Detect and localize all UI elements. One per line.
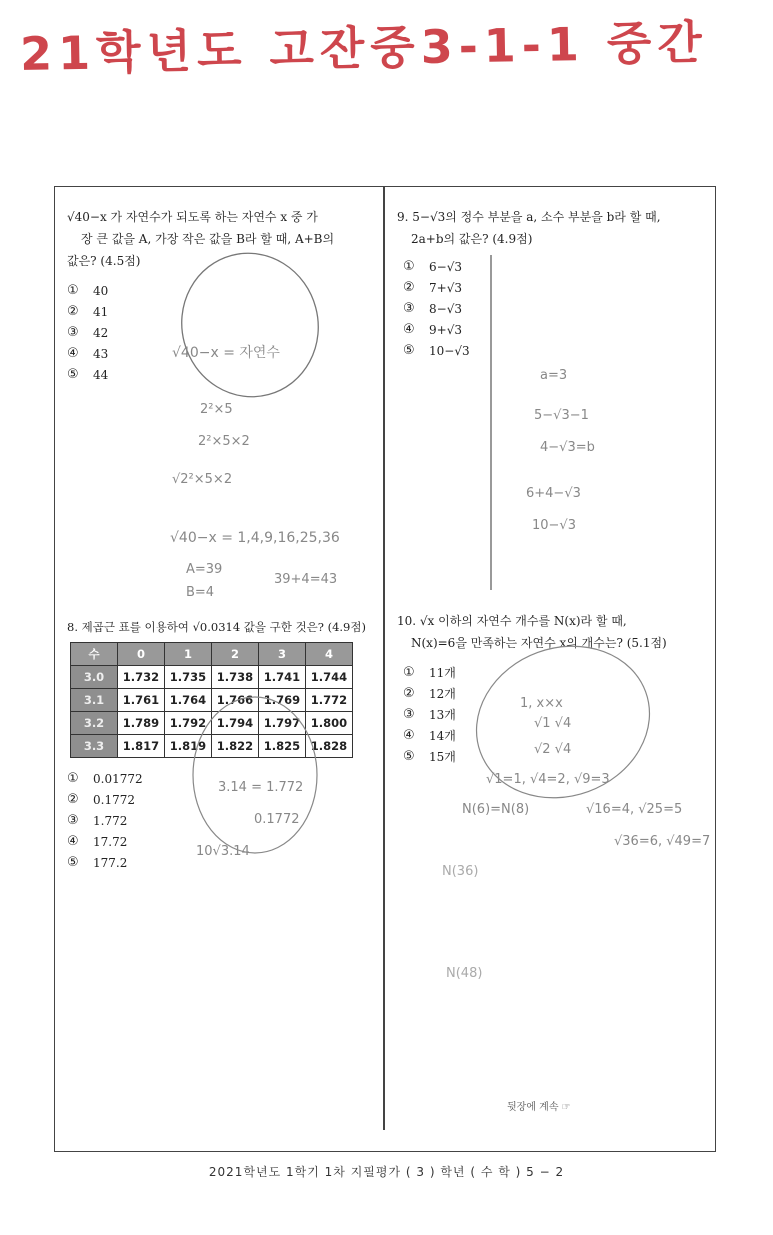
q8-option-2[interactable]: ② 0.1772 — [67, 791, 135, 807]
q9-option-1[interactable]: ① 6−√3 — [403, 258, 462, 274]
table-header-row — [71, 643, 353, 666]
q7-work-8: 39+4=43 — [274, 572, 338, 587]
q10-work-6: √16=4, √25=5 — [586, 802, 683, 817]
table-header-cell: 2 — [212, 643, 259, 666]
q9-work-2: 5−√3−1 — [534, 408, 589, 423]
q8-option-3[interactable]: ③ 1.772 — [67, 812, 128, 828]
q8-stem: 8. 제곱근 표를 이용하여 √0.0314 값을 구한 것은? (4.9점) — [67, 620, 366, 634]
table-header-cell: 수 — [71, 643, 118, 666]
q9-work-3: 4−√3=b — [540, 440, 595, 455]
q8-work-2: 0.1772 — [254, 812, 300, 827]
table-row: 3.0 1.732 1.735 1.738 1.741 1.744 — [71, 666, 353, 689]
q10-option-1[interactable]: ① 11개 — [403, 664, 456, 680]
table-header-cell: 0 — [118, 643, 165, 666]
q9-option-2[interactable]: ② 7+√3 — [403, 279, 462, 295]
q10-work-7: √36=6, √49=7 — [614, 834, 711, 849]
q10-work-3: √2 √4 — [534, 742, 572, 757]
q7-stem-line2: 장 큰 값을 A, 가장 작은 값을 B라 할 때, A+B의 — [81, 232, 335, 246]
q7-scribble-circle — [170, 250, 330, 410]
q7-stem-line3: 값은? (4.5점) — [67, 254, 141, 268]
handwritten-title: 21학년도 고잔중3-1-1 중간 — [19, 15, 709, 81]
q10-stem-line2: N(x)=6을 만족하는 자연수 x의 개수는? (5.1점) — [411, 636, 667, 650]
q7-work-4: √2²×5×2 — [172, 472, 233, 487]
q9-option-5[interactable]: ⑤ 10−√3 — [403, 342, 470, 358]
column-divider — [383, 186, 385, 1130]
q9-work-5: 10−√3 — [532, 518, 576, 533]
table-row: 3.2 1.789 1.792 1.794 1.797 1.800 — [71, 712, 353, 735]
q9-stem-line1: 9. 5−√3의 정수 부분을 a, 소수 부분을 b라 할 때, — [397, 210, 661, 224]
q9-option-4[interactable]: ④ 9+√3 — [403, 321, 462, 337]
q9-stem-line2: 2a+b의 값은? (4.9점) — [411, 232, 533, 246]
q8-option-4[interactable]: ④ 17.72 — [67, 833, 128, 849]
table-row: 3.3 1.817 1.819 1.822 1.825 1.828 — [71, 735, 353, 758]
q10-option-3[interactable]: ③ 13개 — [403, 706, 456, 722]
q10-stem-line1: 10. √x 이하의 자연수 개수를 N(x)라 할 때, — [397, 614, 627, 628]
q10-work-4: √1=1, √4=2, √9=3 — [486, 772, 610, 787]
q7-work-7: B=4 — [186, 585, 215, 600]
page-footer: 2021학년도 1학기 1차 지필평가 ( 3 ) 학년 ( 수 학 ) 5 − 2 — [208, 1165, 565, 1179]
table-row: 3.1 1.761 1.764 1.766 1.769 1.772 — [71, 689, 353, 712]
q7-option-2[interactable]: ② 41 — [67, 303, 109, 319]
q10-work-2: √1 √4 — [534, 716, 572, 731]
q8-option-5[interactable]: ⑤ 177.2 — [67, 854, 128, 870]
table-header-cell: 1 — [165, 643, 212, 666]
q7-work-2: 2²×5 — [200, 402, 233, 417]
q10-option-5[interactable]: ⑤ 15개 — [403, 748, 456, 764]
q9-work-4: 6+4−√3 — [526, 486, 581, 501]
q7-work-1: √40−x = 자연수 — [172, 345, 280, 361]
q10-work-5: N(6)=N(8) — [462, 802, 530, 817]
table-header-cell: 4 — [306, 643, 353, 666]
q7-option-1[interactable]: ① 40 — [67, 282, 109, 298]
q10-option-4[interactable]: ④ 14개 — [403, 727, 456, 743]
q7-option-3[interactable]: ③ 42 — [67, 324, 109, 340]
q7-option-4[interactable]: ④ 43 — [67, 345, 109, 361]
q7-work-3: 2²×5×2 — [198, 434, 250, 449]
table-header-cell: 3 — [259, 643, 306, 666]
q8-scribble-circle — [180, 690, 330, 860]
q10-work-8: N(36) — [442, 864, 479, 879]
q10-option-2[interactable]: ② 12개 — [403, 685, 456, 701]
q7-stem-line1: √40−x 가 자연수가 되도록 하는 자연수 x 중 가 — [67, 210, 318, 224]
q10-work-1: 1, x×x — [520, 696, 563, 711]
q9-pencil-line — [490, 255, 492, 590]
q9-work-1: a=3 — [540, 368, 568, 383]
q8-work-1: 3.14 = 1.772 — [218, 780, 304, 795]
q8-option-1[interactable]: ① 0.01772 — [67, 770, 143, 786]
q7-work-6: A=39 — [186, 562, 223, 577]
continue-note: 뒷장에 계속 ☞ — [507, 1102, 571, 1113]
q7-work-5: √40−x = 1,4,9,16,25,36 — [170, 530, 340, 546]
q9-option-3[interactable]: ③ 8−√3 — [403, 300, 462, 316]
q8-work-3: 10√3.14 — [196, 844, 250, 859]
q10-work-9: N(48) — [446, 966, 483, 981]
question-9 — [397, 206, 707, 361]
q7-option-5[interactable]: ⑤ 44 — [67, 366, 109, 382]
